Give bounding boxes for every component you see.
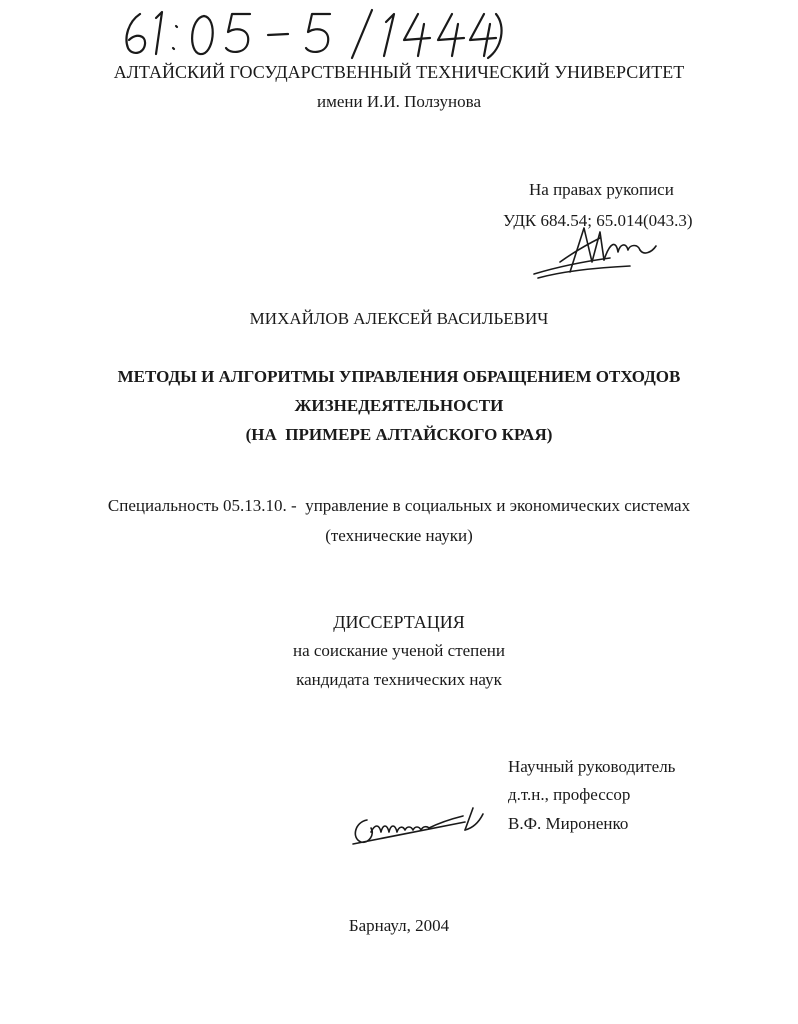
- degree-line-2: кандидата технических наук: [296, 670, 502, 689]
- dissertation-title-line-3: (НА ПРИМЕРЕ АЛТАЙСКОГО КРАЯ): [245, 425, 553, 444]
- dissertation-title-line-1: МЕТОДЫ И АЛГОРИТМЫ УПРАВЛЕНИЯ ОБРАЩЕНИЕМ ОТХОДОВ: [117, 367, 681, 386]
- specialty: Специальность 05.13.10. - управление в социальных и экономических системах: [107, 496, 691, 515]
- handwritten-registry-code: [118, 8, 508, 60]
- author-signature: [530, 222, 660, 284]
- dissertation-title-line-2: ЖИЗНЕДЕЯТЕЛЬНОСТИ: [294, 396, 504, 415]
- specialty-note: (технические науки): [325, 526, 473, 545]
- supervisor-name: В.Ф. Мироненко: [508, 814, 629, 833]
- work-type: ДИССЕРТАЦИЯ: [333, 612, 465, 632]
- supervisor-signature: [345, 800, 495, 850]
- university-named-after: имени И.И. Ползунова: [317, 92, 481, 111]
- udc-code: УДК 684.54; 65.014(043.3): [503, 211, 693, 230]
- degree-line-1: на соискание ученой степени: [292, 641, 506, 660]
- university-name: АЛТАЙСКИЙ ГОСУДАРСТВЕННЫЙ ТЕХНИЧЕСКИЙ УНИВЕРСИТЕТ: [113, 62, 685, 82]
- supervisor-rank: д.т.н., профессор: [508, 785, 631, 804]
- rights-note: На правах рукописи: [529, 180, 674, 199]
- author-name: МИХАЙЛОВ АЛЕКСЕЙ ВАСИЛЬЕВИЧ: [249, 309, 549, 328]
- city-year: Барнаул, 2004: [348, 916, 450, 935]
- supervisor-role: Научный руководитель: [508, 757, 676, 776]
